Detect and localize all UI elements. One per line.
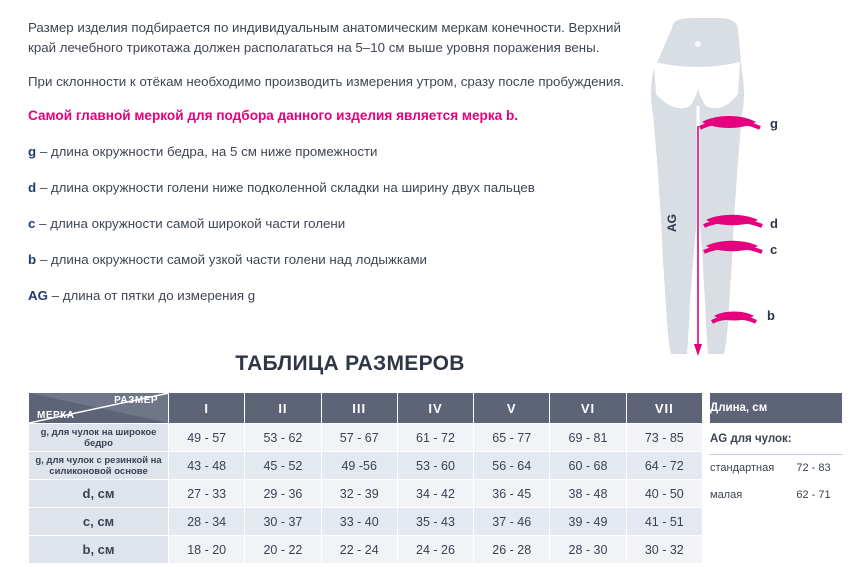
- legend-item-c: [28, 214, 628, 234]
- cell-g-sil-2: 45 - 52: [245, 452, 321, 480]
- highlight-note: Самой главной меркой для подбора данного изделия является мерка b.: [28, 108, 519, 123]
- cell-g-sil-7: 64 - 72: [626, 452, 702, 480]
- legend-key-c: c: [28, 216, 36, 231]
- label-ag: AG: [665, 214, 679, 232]
- table-corner-cell: [29, 393, 169, 424]
- cell-d-3: 32 - 39: [321, 480, 397, 508]
- table-row: [29, 508, 703, 536]
- row-label-c: c, см: [29, 508, 169, 536]
- length-table-header-row: [710, 393, 843, 424]
- column-header-1: I: [169, 393, 245, 424]
- cell-b-3: 22 - 24: [321, 536, 397, 564]
- cell-g-sil-5: 56 - 64: [474, 452, 550, 480]
- table-row: [29, 424, 703, 452]
- length-row-small-label: малая: [710, 482, 785, 509]
- length-row-small-value: 62 - 71: [785, 482, 843, 509]
- label-d: d: [770, 216, 778, 231]
- column-header-7: VII: [626, 393, 702, 424]
- column-header-2: II: [245, 393, 321, 424]
- column-header-3: III: [321, 393, 397, 424]
- label-g: g: [770, 116, 778, 131]
- cell-c-7: 41 - 51: [626, 508, 702, 536]
- legend-item-g: [28, 142, 628, 162]
- legend-item-ag: [28, 286, 628, 306]
- instructions-column: [28, 18, 628, 322]
- legend-text-b: – длина окружности самой узкой части голени над лодыжками: [36, 252, 427, 267]
- length-row-standard-value: 72 - 83: [785, 455, 843, 482]
- cell-b-6: 28 - 30: [550, 536, 626, 564]
- cell-d-6: 38 - 48: [550, 480, 626, 508]
- intro-paragraph-2: При склонности к отёкам необходимо производить измерения утром, сразу после пробуждения.: [28, 74, 625, 89]
- length-table-header: Длина, см: [710, 393, 843, 424]
- cell-b-1: 18 - 20: [169, 536, 245, 564]
- column-header-5: V: [474, 393, 550, 424]
- cell-c-4: 35 - 43: [397, 508, 473, 536]
- corner-size-label: РАЗМЕР: [114, 395, 159, 406]
- cell-d-5: 36 - 45: [474, 480, 550, 508]
- length-row-standard-label: стандартная: [710, 455, 785, 482]
- cell-g-wide-5: 65 - 77: [474, 424, 550, 452]
- legend-text-ag: – длина от пятки до измерения g: [47, 288, 256, 303]
- cell-d-7: 40 - 50: [626, 480, 702, 508]
- column-header-4: IV: [397, 393, 473, 424]
- cell-b-4: 24 - 26: [397, 536, 473, 564]
- label-b: b: [767, 308, 775, 323]
- table-row: [710, 455, 843, 482]
- cell-g-sil-4: 53 - 60: [397, 452, 473, 480]
- cell-d-2: 29 - 36: [245, 480, 321, 508]
- size-table: [28, 392, 703, 564]
- column-header-6: VI: [550, 393, 626, 424]
- cell-b-7: 30 - 32: [626, 536, 702, 564]
- intro-paragraph-1: Размер изделия подбирается по индивидуальным анатомическим меркам конечности. Верхний край лечебного трикотажа должен располагаться на 5–10 см выше уровня поражения вены.: [28, 20, 621, 55]
- legend-item-d: [28, 178, 628, 198]
- cell-g-wide-2: 53 - 62: [245, 424, 321, 452]
- cell-c-5: 37 - 46: [474, 508, 550, 536]
- table-row: [29, 480, 703, 508]
- row-label-d: d, см: [29, 480, 169, 508]
- table-row: [29, 452, 703, 480]
- cell-g-wide-3: 57 - 67: [321, 424, 397, 452]
- cell-g-wide-6: 69 - 81: [550, 424, 626, 452]
- legend-key-b: b: [28, 252, 37, 267]
- table-row: [710, 482, 843, 509]
- legend-text-g: – длина окружности бедра, на 5 см ниже промежности: [36, 144, 378, 159]
- length-table-subheader: AG для чулок:: [710, 424, 843, 455]
- label-c: c: [770, 242, 778, 257]
- row-label-b: b, см: [29, 536, 169, 564]
- legend-text-c: – длина окружности самой широкой части голени: [35, 216, 346, 231]
- cell-c-1: 28 - 34: [169, 508, 245, 536]
- cell-g-wide-4: 61 - 72: [397, 424, 473, 452]
- cell-d-1: 27 - 33: [169, 480, 245, 508]
- table-header-row: [29, 393, 703, 424]
- table-row: [29, 536, 703, 564]
- cell-d-4: 34 - 42: [397, 480, 473, 508]
- legend-key-g: g: [28, 144, 37, 159]
- row-label-g-silicone: g, для чулок с резинкой на силиконовой основе: [29, 452, 169, 480]
- cell-g-wide-7: 73 - 85: [626, 424, 702, 452]
- cell-g-sil-1: 43 - 48: [169, 452, 245, 480]
- length-table-subheader-row: [710, 424, 843, 455]
- cell-c-3: 33 - 40: [321, 508, 397, 536]
- legend-key-d: d: [28, 180, 37, 195]
- page-title: ТАБЛИЦА РАЗМЕРОВ: [235, 352, 465, 375]
- legend-item-b: [28, 250, 628, 270]
- corner-measure-label: МЕРКА: [37, 410, 75, 421]
- legend-key-ag: AG: [28, 288, 48, 303]
- cell-g-sil-3: 49 -56: [321, 452, 397, 480]
- row-label-g-wide: g, для чулок на широкое бедро: [29, 424, 169, 452]
- cell-c-2: 30 - 37: [245, 508, 321, 536]
- cell-b-5: 26 - 28: [474, 536, 550, 564]
- cell-c-6: 39 - 49: [550, 508, 626, 536]
- leg-measurement-illustration: [610, 10, 850, 370]
- cell-b-2: 20 - 22: [245, 536, 321, 564]
- cell-g-sil-6: 60 - 68: [550, 452, 626, 480]
- legend-text-d: – длина окружности голени ниже подколенной складки на ширину двух пальцев: [36, 180, 535, 195]
- cell-g-wide-1: 49 - 57: [169, 424, 245, 452]
- length-table: [709, 392, 843, 509]
